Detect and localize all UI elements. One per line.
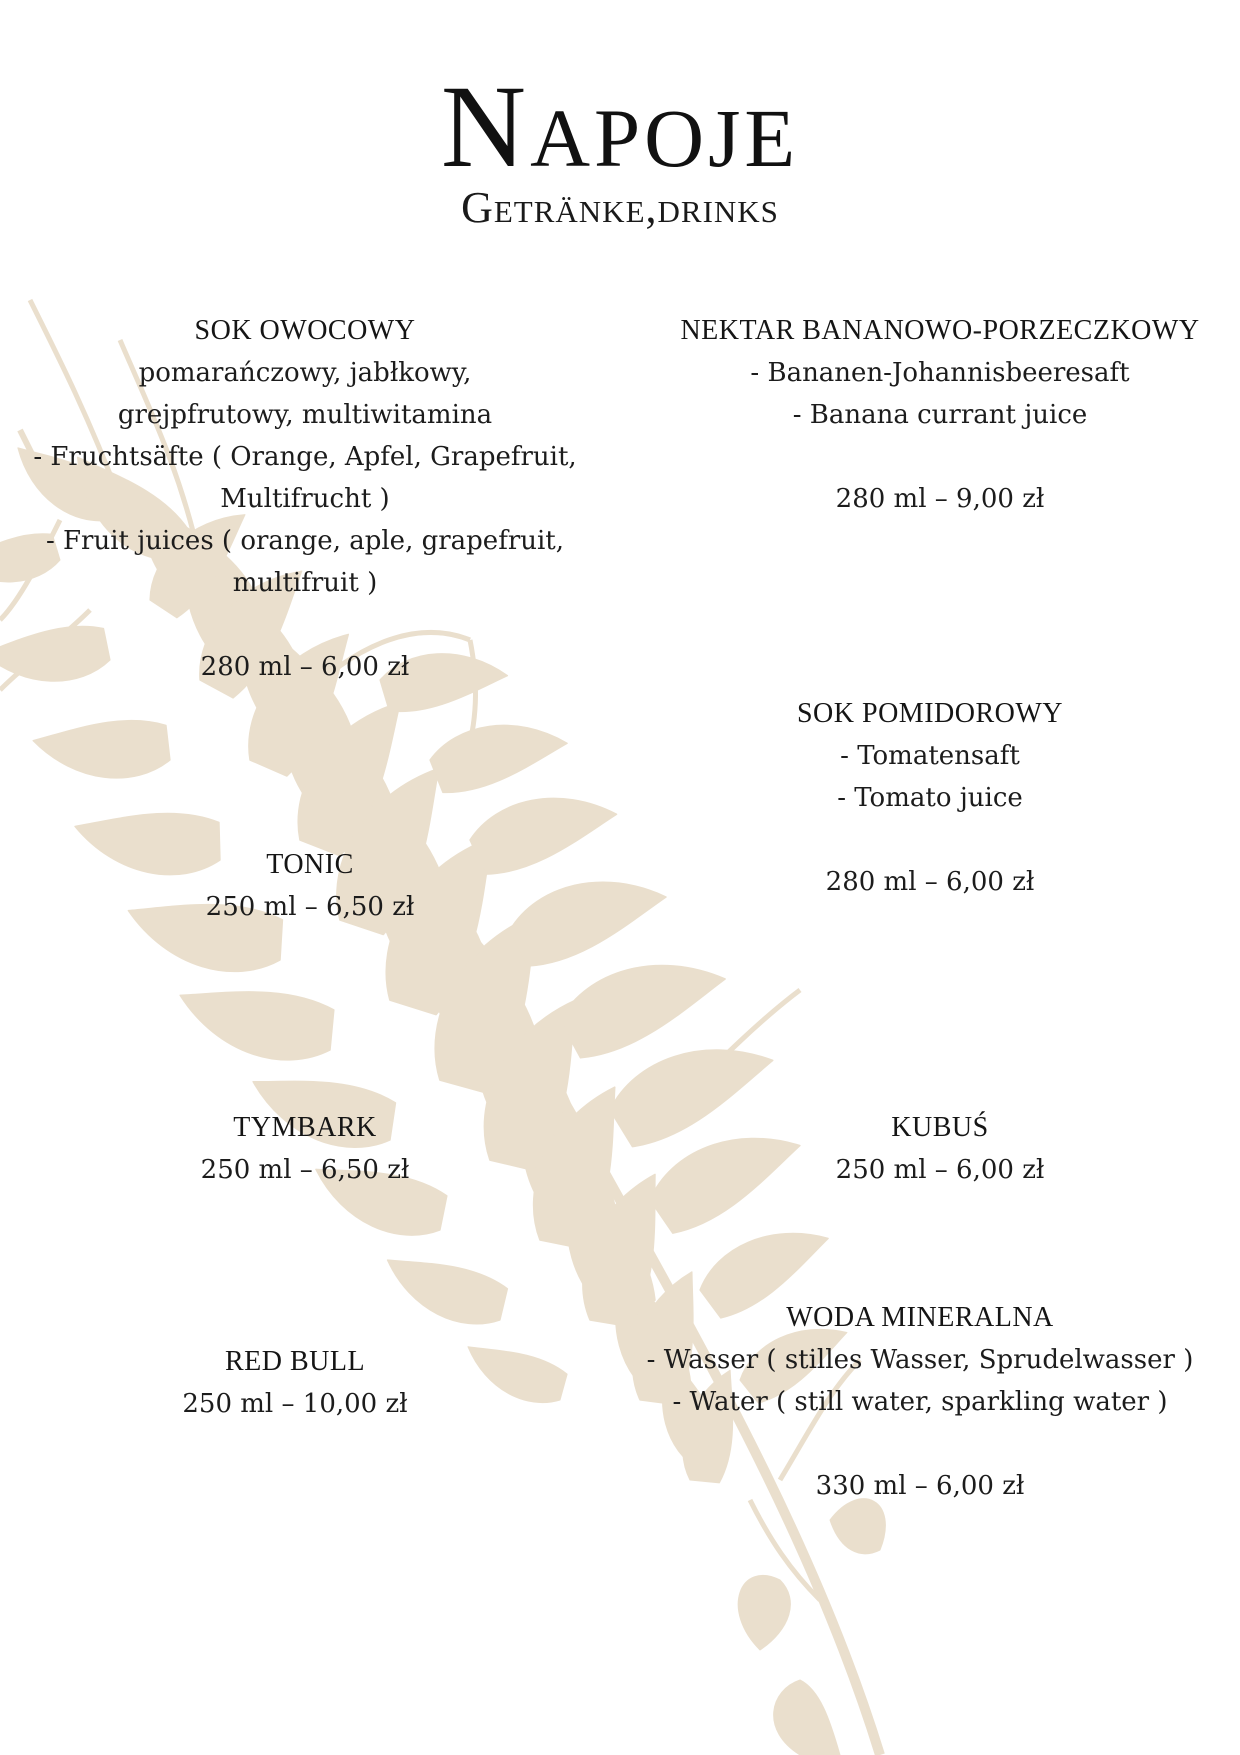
item-price: 280 ml – 6,00 zł xyxy=(200,652,410,682)
menu-item-kubus xyxy=(690,1107,1190,1191)
item-name: NEKTAR BANANOWO-PORZECZKOWY xyxy=(680,315,1200,346)
item-name: SOK POMIDOROWY xyxy=(796,698,1063,729)
item-price: 280 ml – 9,00 zł xyxy=(835,484,1045,514)
item-description-line: Multifrucht ) xyxy=(220,484,390,514)
item-description-line: - Tomato juice xyxy=(837,783,1023,813)
item-price: 250 ml – 6,50 zł xyxy=(200,1155,410,1185)
item-description-line: grejpfrutowy, multiwitamina xyxy=(117,400,493,430)
menu-item-woda-mineralna xyxy=(620,1297,1220,1507)
item-price: 250 ml – 10,00 zł xyxy=(182,1389,408,1419)
menu-item-tymbark xyxy=(60,1107,550,1191)
menu-item-tonic xyxy=(60,844,560,928)
menu-item-red-bull xyxy=(60,1341,530,1425)
item-name: SOK OWOCOWY xyxy=(194,315,416,346)
item-price: 280 ml – 6,00 zł xyxy=(825,867,1035,897)
menu-item-sok-owocowy xyxy=(10,310,600,688)
item-name: WODA MINERALNA xyxy=(786,1302,1054,1333)
item-name: TYMBARK xyxy=(233,1112,377,1143)
item-description-line: - Fruchtsäfte ( Orange, Apfel, Grapefruit, xyxy=(33,442,577,472)
item-description-line: - Water ( still water, sparkling water ) xyxy=(672,1387,1168,1417)
item-price: 330 ml – 6,00 zł xyxy=(815,1471,1025,1501)
item-price: 250 ml – 6,00 zł xyxy=(835,1155,1045,1185)
page-subtitle: Getränke,drinks xyxy=(461,183,779,232)
item-description-line: multifruit ) xyxy=(232,568,378,598)
item-description-line: - Wasser ( stilles Wasser, Sprudelwasser ) xyxy=(646,1345,1194,1375)
menu-item-nektar xyxy=(640,310,1240,520)
item-description-line: - Bananen-Johannisbeeresaft xyxy=(750,358,1130,388)
item-description-line: - Fruit juices ( orange, aple, grapefruit, xyxy=(45,526,565,556)
item-name: KUBUŚ xyxy=(891,1112,989,1143)
item-name: TONIC xyxy=(266,849,354,880)
page-title: Napoje xyxy=(440,61,800,192)
menu-item-sok-pomidorowy xyxy=(640,693,1220,903)
item-description-line: pomarańczowy, jabłkowy, xyxy=(138,358,472,388)
item-description-line: - Banana currant juice xyxy=(792,400,1088,430)
item-description-line: - Tomatensaft xyxy=(840,741,1020,771)
item-price: 250 ml – 6,50 zł xyxy=(205,892,415,922)
item-name: RED BULL xyxy=(224,1346,366,1377)
